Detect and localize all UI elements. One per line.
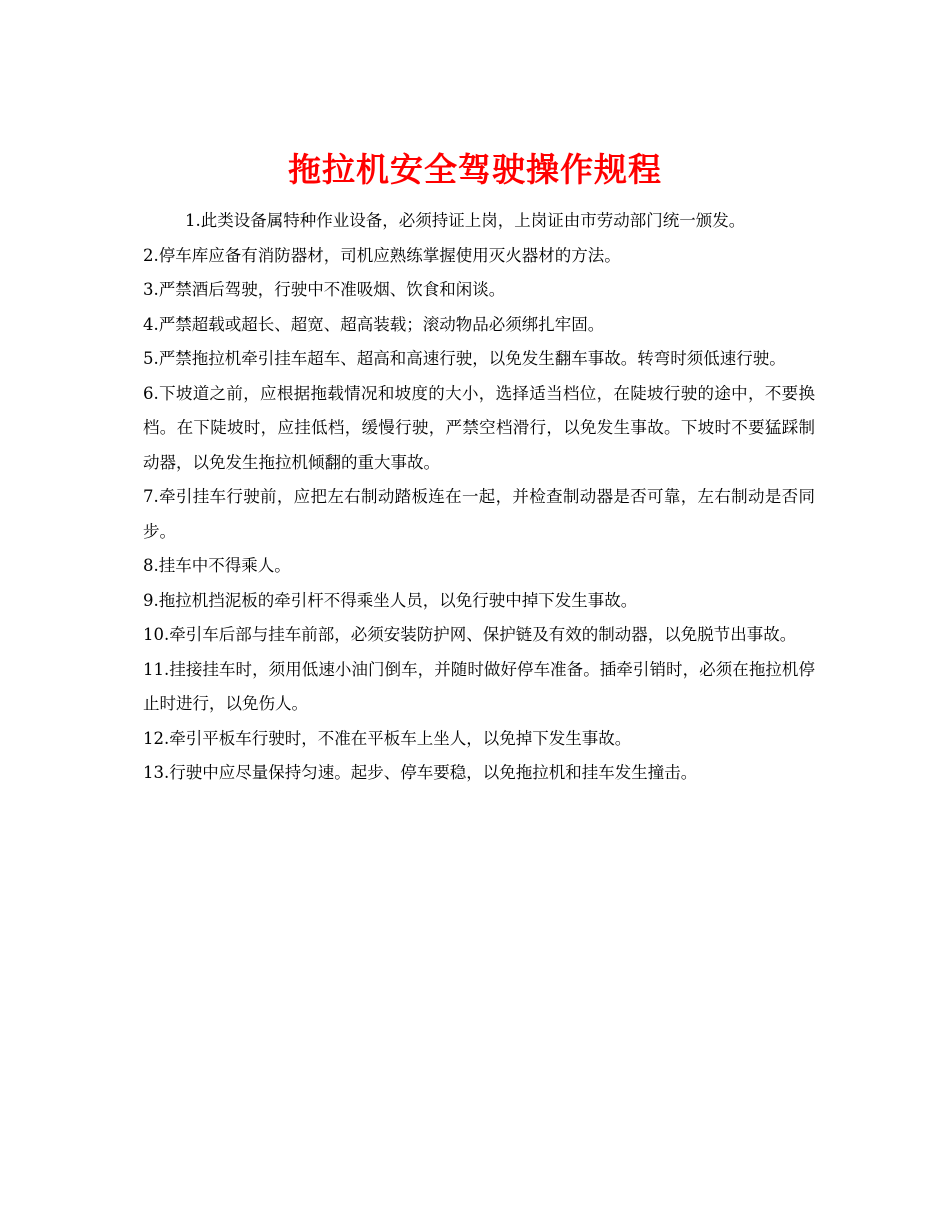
rule-item-3: 3.严禁酒后驾驶，行驶中不准吸烟、饮食和闲谈。: [143, 280, 506, 299]
rule-item-6: 6.下坡道之前，应根据拖载情况和坡度的大小，选择适当档位，在陡坡行驶的途中，不要换档。在下陡坡时，应挂低档，缓慢行驶，严禁空档滑行，以免发生事故。下坡时不要猛踩制动器，以免发生拖拉机倾翻的重大事故。: [143, 383, 815, 472]
rule-item-9: 9.拖拉机挡泥板的牵引杆不得乘坐人员，以免行驶中掉下发生事故。: [143, 590, 638, 610]
page-title: 拖拉机安全驾驶操作规程: [288, 150, 662, 190]
rule-item-8: 8.挂车中不得乘人。: [143, 556, 291, 575]
rule-item-5: 5.严禁拖拉机牵引挂车超车、超高和高速行驶，以免发生翻车事故。转弯时须低速行驶。: [143, 349, 786, 368]
rules-list: [143, 204, 815, 791]
rule-item-12: 12.牵引平板车行驶时，不准在平板车上坐人，以免掉下发生事故。: [143, 728, 632, 748]
rule-item-4: 4.严禁超载或超长、超宽、超高装载；滚动物品必须绑扎牢固。: [143, 314, 605, 334]
rule-item-10: 10.牵引车后部与挂车前部，必须安装防护网、保护链及有效的制动器，以免脱节出事故。: [143, 625, 797, 644]
rule-item-13: 13.行驶中应尽量保持匀速。起步、停车要稳，以免拖拉机和挂车发生撞击。: [143, 763, 698, 782]
rule-item-1: 1.此类设备属特种作业设备，必须持证上岗，上岗证由市劳动部门统一颁发。: [185, 211, 746, 230]
rule-item-11: 11.挂接挂车时，须用低速小油门倒车，并随时做好停车准备。插牵引销时，必须在拖拉机停止时进行，以免伤人。: [143, 659, 815, 713]
rule-item-7: 7.牵引挂车行驶前，应把左右制动踏板连在一起，并检查制动器是否可靠，左右制动是否同步。: [143, 487, 815, 541]
rule-item-2: 2.停车库应备有消防器材，司机应熟练掌握使用灭火器材的方法。: [143, 245, 621, 265]
